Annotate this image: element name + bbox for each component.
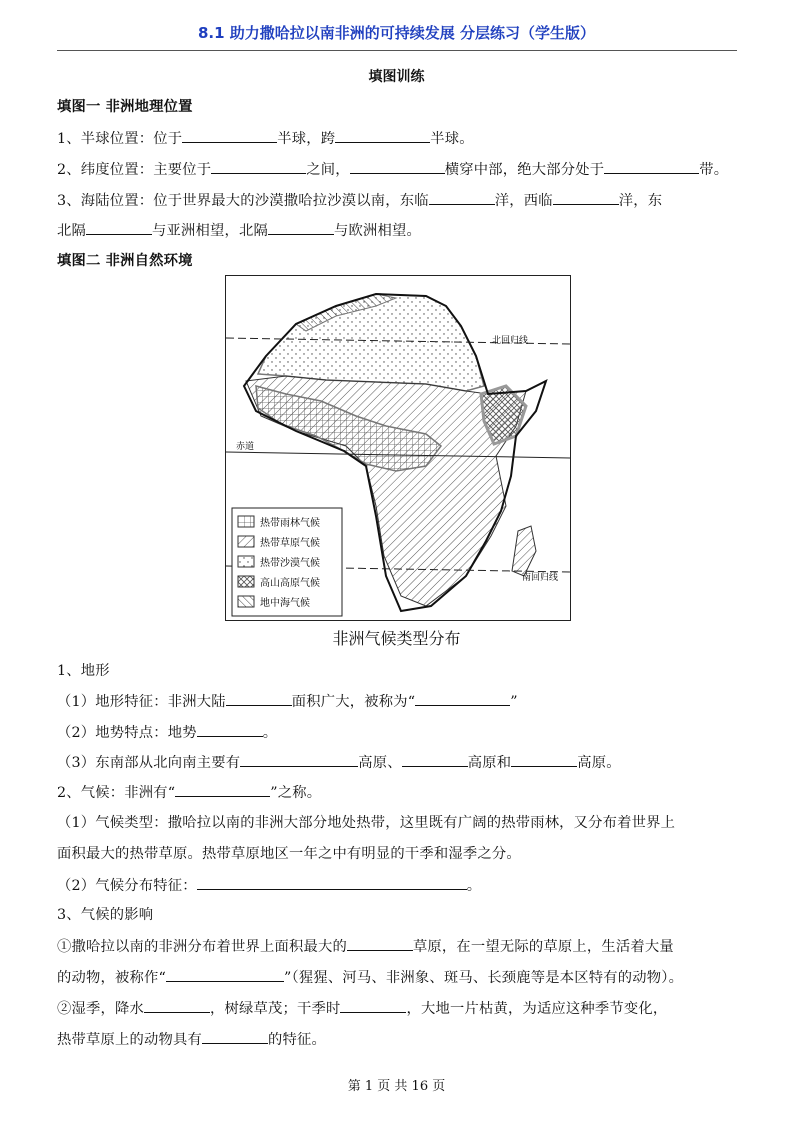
legend-item: 热带草原气候	[260, 538, 320, 549]
tropic-south-label: 南回归线	[522, 573, 559, 583]
answer-blank[interactable]	[604, 158, 699, 174]
question-line: 的动物，被称作“ ”（猩猩、河马、非洲象、斑马、长颈鹿等是本区特有的动物）。	[57, 966, 683, 987]
impact-heading: 3、气候的影响	[57, 907, 154, 923]
question-line: 3、海陆位置：位于世界最大的沙漠撒哈拉沙漠以南，东临 洋，西临 洋，东	[57, 189, 662, 210]
answer-blank[interactable]	[350, 158, 445, 174]
legend-item: 高山高原气候	[260, 578, 320, 589]
map-legend	[232, 508, 342, 616]
tropic-north-label: 北回归线	[492, 336, 529, 346]
question-line: ①撒哈拉以南的非洲分布着世界上面积最大的 草原，在一望无际的草原上，生活着大量	[57, 935, 674, 956]
answer-blank[interactable]	[415, 690, 510, 706]
question-line: 热带草原上的动物具有 的特征。	[57, 1028, 326, 1049]
map-caption: 非洲气候类型分布	[332, 629, 461, 648]
equator-label: 赤道	[236, 442, 255, 452]
answer-blank[interactable]	[240, 751, 358, 767]
question-line: （3）东南部从北向南主要有 高原、 高原和 高原。	[57, 751, 621, 772]
answer-blank[interactable]	[202, 1028, 268, 1044]
question-line: 2、纬度位置：主要位于 之间， 横穿中部，绝大部分处于 带。	[57, 158, 728, 179]
question-line: （1）地形特征：非洲大陆 面积广大，被称为“ ”	[57, 690, 518, 711]
answer-blank[interactable]	[166, 966, 284, 982]
answer-blank[interactable]	[511, 751, 577, 767]
fill1-title: 填图一 非洲地理位置	[57, 99, 193, 115]
answer-blank[interactable]	[347, 935, 413, 951]
question-line: 1、半球位置：位于 半球，跨 半球。	[57, 127, 474, 148]
question-line: ②湿季，降水 ，树绿草茂；干季时 ，大地一片枯黄，为适应这种季节变化，	[57, 997, 667, 1018]
answer-blank[interactable]	[175, 781, 270, 797]
answer-blank[interactable]	[86, 219, 152, 235]
fill2-title: 填图二 非洲自然环境	[57, 253, 193, 269]
answer-blank[interactable]	[226, 690, 292, 706]
question-line: （2）气候分布特征： 。	[57, 874, 481, 895]
answer-blank[interactable]	[211, 158, 306, 174]
legend-item: 热带雨林气候	[260, 518, 320, 529]
header-divider	[57, 50, 737, 51]
paragraph-line: （1）气候类型：撒哈拉以南的非洲大部分地处热带，这里既有广阔的热带雨林，又分布着世界上	[57, 815, 676, 831]
paragraph-line: 面积最大的热带草原。热带草原地区一年之中有明显的干季和湿季之分。	[57, 846, 521, 862]
terrain-heading: 1、地形	[57, 663, 110, 679]
answer-blank[interactable]	[197, 874, 467, 890]
answer-blank[interactable]	[340, 997, 406, 1013]
question-line: 北隔 与亚洲相望，北隔 与欧洲相望。	[57, 219, 421, 240]
page-header-title: 8.1 助力撒哈拉以南非洲的可持续发展 分层练习（学生版）	[197, 24, 596, 42]
answer-blank[interactable]	[402, 751, 468, 767]
madagascar-region	[512, 526, 536, 576]
answer-blank[interactable]	[197, 721, 263, 737]
answer-blank[interactable]	[553, 189, 619, 205]
answer-blank[interactable]	[335, 127, 430, 143]
answer-blank[interactable]	[182, 127, 277, 143]
legend-item: 地中海气候	[260, 598, 310, 609]
answer-blank[interactable]	[144, 997, 210, 1013]
africa-climate-map	[225, 275, 571, 621]
answer-blank[interactable]	[429, 189, 495, 205]
question-line: （2）地势特点：地势 。	[57, 721, 277, 742]
answer-blank[interactable]	[268, 219, 334, 235]
page-footer: 第 1 页 共 16 页	[347, 1079, 446, 1094]
legend-item: 热带沙漠气候	[260, 558, 320, 569]
section-title: 填图训练	[368, 69, 425, 85]
question-line: 2、气候：非洲有“ ”之称。	[57, 781, 321, 802]
